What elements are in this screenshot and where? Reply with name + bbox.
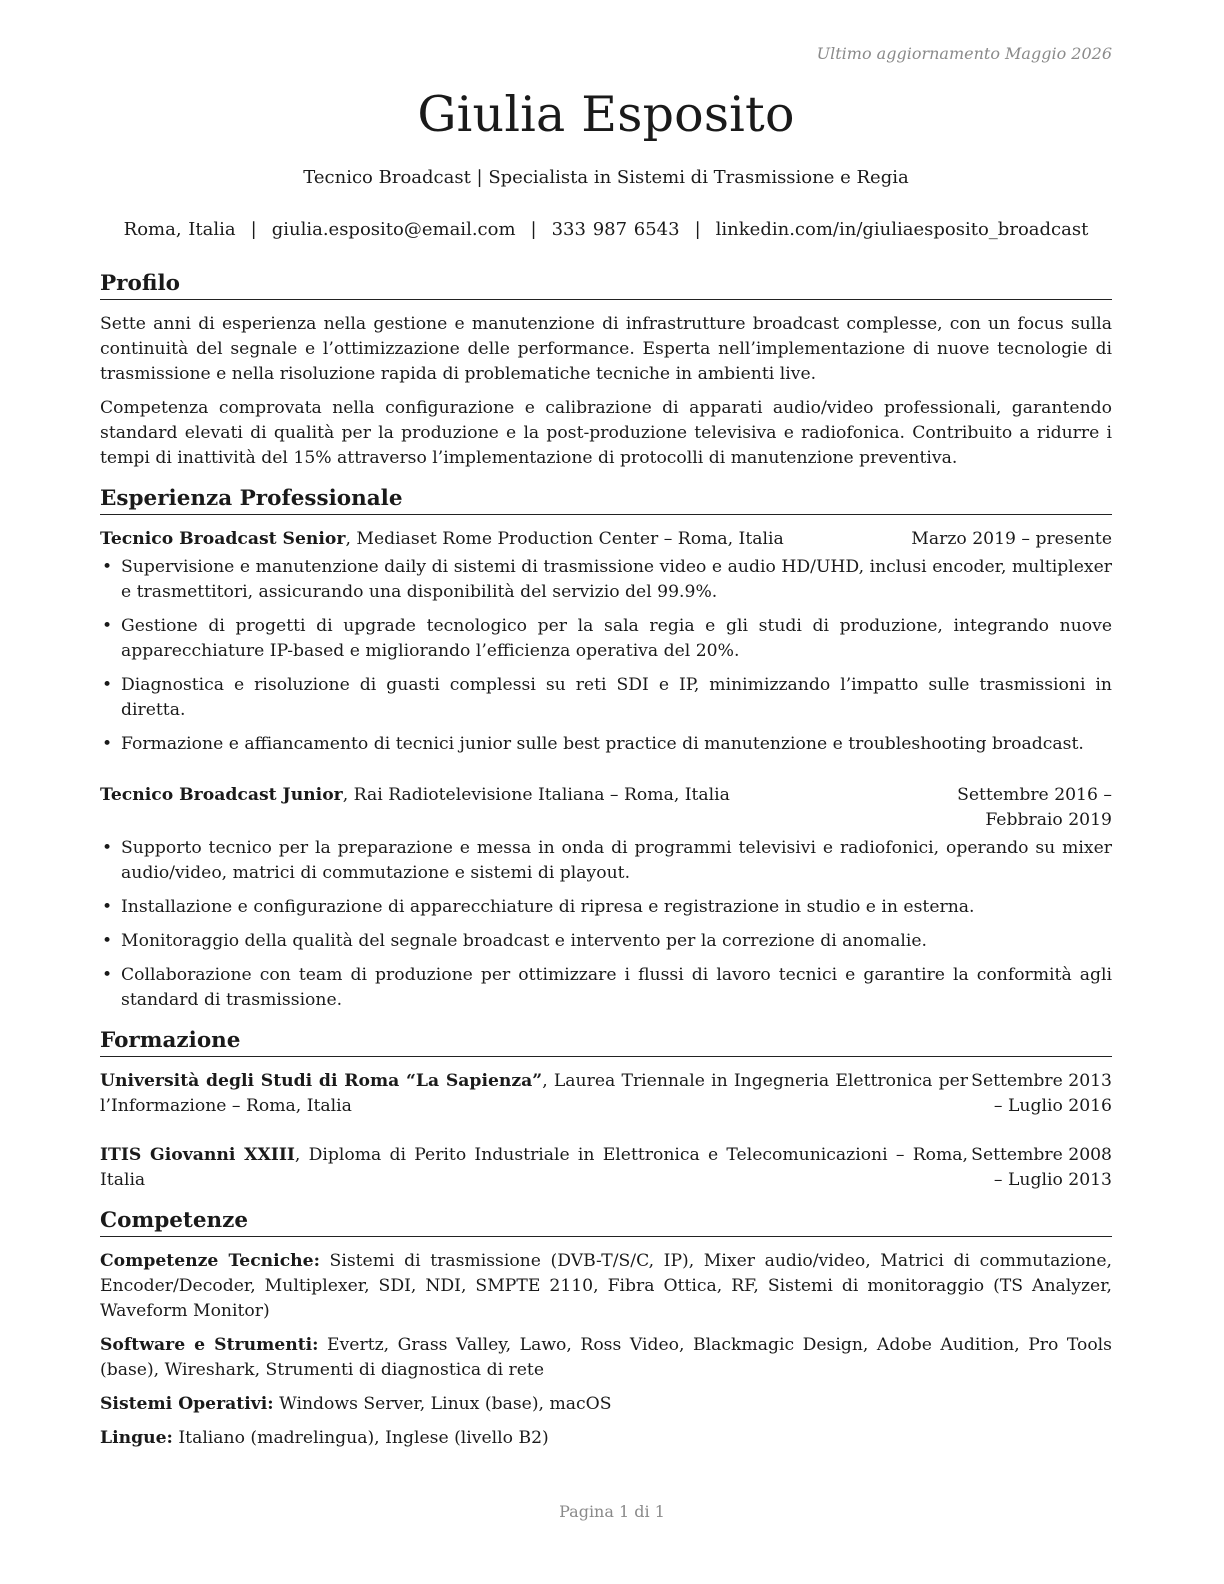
experience-section bbox=[100, 485, 1112, 1013]
page-number: Pagina 1 di 1 bbox=[559, 1502, 665, 1521]
profile-section bbox=[100, 270, 1112, 471]
education-section bbox=[100, 1027, 1112, 1193]
section-title-experience: Esperienza Professionale bbox=[100, 485, 1112, 515]
job-bullets bbox=[100, 836, 1112, 1013]
job-bullets bbox=[100, 555, 1112, 757]
job-bullet: • Collaborazione con team di produzione per ottimizzare i flussi di lavoro tecnici e garantire la conformità agli standard di trasmissione. bbox=[100, 963, 1112, 1013]
job-company: , Rai Radiotelevisione Italiana – Roma, Italia bbox=[342, 785, 730, 805]
section-title-skills: Competenze bbox=[100, 1207, 1112, 1237]
skill-line bbox=[100, 1392, 1112, 1417]
section-title-education: Formazione bbox=[100, 1027, 1112, 1057]
job-header bbox=[100, 783, 1112, 833]
contact-location: Roma, Italia bbox=[123, 219, 236, 240]
skill-label: Sistemi Operativi: bbox=[100, 1394, 274, 1414]
education-school: ITIS Giovanni XXIII bbox=[100, 1145, 295, 1165]
job-role: Tecnico Broadcast Senior bbox=[100, 529, 346, 549]
education-school: Università degli Studi di Roma “La Sapienza” bbox=[100, 1071, 543, 1091]
job-bullet: • Formazione e affiancamento di tecnici junior sulle best practice di manutenzione e troubleshooting broadcast. bbox=[100, 732, 1112, 757]
contact-separator: | bbox=[250, 219, 257, 240]
skill-label: Software e Strumenti: bbox=[100, 1335, 319, 1355]
skill-line bbox=[100, 1249, 1112, 1324]
job-bullet: • Supporto tecnico per la preparazione e messa in onda di programmi televisivi e radiofonici, operando su mixer audio/video, matrici di commutazione e sistemi di playout. bbox=[100, 836, 1112, 886]
job-dates: Settembre 2016 – Febbraio 2019 bbox=[957, 785, 1112, 830]
contact-email[interactable]: giulia.esposito@email.com bbox=[271, 219, 516, 240]
skill-label: Lingue: bbox=[100, 1428, 173, 1448]
resume-body bbox=[100, 270, 1112, 1460]
skill-text: Evertz, Grass Valley, Lawo, Ross Video, Blackmagic Design, Adobe Audition, Pro Tools (base), Wireshark, Strumenti di diagnostica di rete bbox=[100, 1335, 1112, 1380]
job-bullet: • Monitoraggio della qualità del segnale broadcast e intervento per la correzione di anomalie. bbox=[100, 929, 1112, 954]
job-bullet: • Gestione di progetti di upgrade tecnologico per la sala regia e gli studi di produzione, integrando nuove apparecchiature IP-based e migliorando l’efficienza operativa del 20%. bbox=[100, 614, 1112, 664]
contact-separator: | bbox=[694, 219, 701, 240]
skill-line bbox=[100, 1426, 1112, 1451]
skill-text: Windows Server, Linux (base), macOS bbox=[273, 1394, 612, 1414]
job-bullet: • Installazione e configurazione di apparecchiature di ripresa e registrazione in studio e in esterna. bbox=[100, 895, 1112, 920]
job-bullet: • Supervisione e manutenzione daily di sistemi di trasmissione video e audio HD/UHD, inclusi encoder, multiplexer e trasmettitori, assicurando una disponibilità del servizio del 99.9%. bbox=[100, 555, 1112, 605]
job-company: , Mediaset Rome Production Center – Roma, Italia bbox=[345, 529, 784, 549]
section-title-profile: Profilo bbox=[100, 270, 1112, 300]
education-dates: Settembre 2008 – Luglio 2013 bbox=[971, 1145, 1112, 1190]
contact-phone[interactable]: 333 987 6543 bbox=[551, 219, 680, 240]
candidate-name: Giulia Esposito bbox=[417, 86, 795, 143]
contact-line bbox=[100, 219, 1112, 240]
education-item bbox=[100, 1069, 1112, 1119]
education-dates: Settembre 2013 – Luglio 2016 bbox=[971, 1071, 1112, 1116]
last-updated: Ultimo aggiornamento Maggio 2026 bbox=[816, 44, 1112, 63]
education-item bbox=[100, 1143, 1112, 1193]
education-detail: , Diploma di Perito Industriale in Elettronica e Telecomunicazioni – Roma, Italia bbox=[100, 1145, 968, 1190]
contact-linkedin[interactable]: linkedin.com/in/giuliaesposito_broadcast bbox=[715, 219, 1089, 240]
skill-text: Italiano (madrelingua), Inglese (livello B2) bbox=[172, 1428, 549, 1448]
profile-paragraph: Competenza comprovata nella configurazione e calibrazione di apparati audio/video professionali, garantendo standard elevati di qualità per la produzione e la post-produzione televisiva e radiofonica. Contribuito a ridurre i tempi di inattività del 15% attraverso l’implementazione di protocolli di manutenzione preventiva. bbox=[100, 398, 1112, 468]
candidate-subtitle: Tecnico Broadcast | Specialista in Sistemi di Trasmissione e Regia bbox=[303, 167, 909, 188]
job-role: Tecnico Broadcast Junior bbox=[100, 785, 343, 805]
job-dates: Marzo 2019 – presente bbox=[911, 529, 1112, 549]
skill-line bbox=[100, 1333, 1112, 1383]
contact-separator: | bbox=[530, 219, 537, 240]
job-bullet: • Diagnostica e risoluzione di guasti complessi su reti SDI e IP, minimizzando l’impatto sulle trasmissioni in diretta. bbox=[100, 673, 1112, 723]
skill-text: Sistemi di trasmissione (DVB-T/S/C, IP), Mixer audio/video, Matrici di commutazione, Encoder/Decoder, Multiplexer, SDI, NDI, SMPTE 2110, Fibra Ottica, RF, Sistemi di monitoraggio (TS Analyzer, Waveform Monitor) bbox=[100, 1251, 1112, 1321]
profile-paragraph: Sette anni di esperienza nella gestione e manutenzione di infrastrutture broadcast complesse, con un focus sulla continuità del segnale e l’ottimizzazione delle performance. Esperta nell’implementazione di nuove tecnologie di trasmissione e nella risoluzione rapida di problematiche tecniche in ambienti live. bbox=[100, 314, 1112, 384]
education-detail: , Laurea Triennale in Ingegneria Elettronica per l’Informazione – Roma, Italia bbox=[100, 1071, 968, 1116]
skill-label: Competenze Tecniche: bbox=[100, 1251, 320, 1271]
skills-section bbox=[100, 1207, 1112, 1451]
job-header bbox=[100, 527, 1112, 552]
